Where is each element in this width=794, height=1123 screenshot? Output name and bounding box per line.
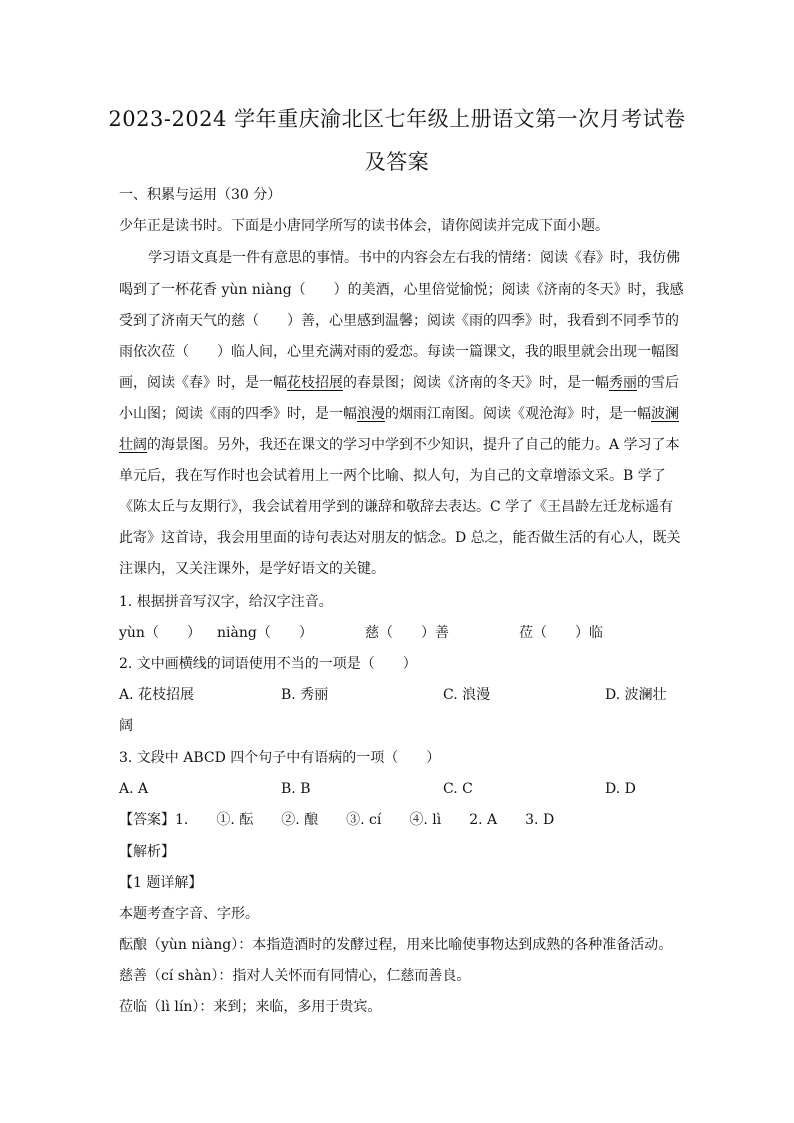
detail-line: 莅临（lì lín）：来到；来临，多用于贵宾。 [119, 999, 382, 1015]
passage-line [119, 404, 679, 424]
passage-line: 雨依次莅（ ）临人间，心里充满对雨的爱恋。每读一篇课文，我的眼里就会出现一幅图 [119, 344, 679, 360]
detail-line: 酝酿（yùn niàng）：本指造酒时的发酵过程，用来比喻使事物达到成熟的各种准备活动。 [119, 937, 673, 953]
underlined-word: 秀丽 [609, 375, 637, 391]
q1-blank-niang: niàng（ ） [217, 625, 313, 641]
q1-blank-yun: yùn（ ） [119, 625, 201, 641]
document-title-line1: 2023-2024 学年重庆渝北区七年级上册语文第一次月考试卷 [108, 107, 686, 131]
detail-line: 慈善（cí shàn）：指对人关怀而有同情心，仁慈而善良。 [119, 968, 471, 984]
passage-text: 的雪后 [637, 375, 679, 391]
section-heading: 一、积累与运用（30 分） [119, 187, 282, 203]
detail-line: 本题考查字音、字形。 [119, 906, 259, 922]
question-2-stem: 2. 文中画横线的词语使用不当的一项是（ ） [119, 656, 417, 672]
q3-option-a: A. A [119, 781, 149, 797]
underlined-word: 壮阔 [119, 437, 147, 453]
q2-option-d: D. 波澜壮 [605, 687, 667, 703]
question-1-stem: 1. 根据拼音写汉字，给汉字注音。 [119, 594, 333, 610]
document-title-line2: 及答案 [364, 150, 430, 174]
underlined-word: 花枝招展 [287, 375, 343, 391]
answer-line: 【答案】1. ①. 酝 ②. 酿 ③. cí ④. lì 2. A 3. D [119, 812, 555, 828]
passage-text: 的春景图；阅读《济南的冬天》时，是一幅 [343, 375, 609, 391]
detail-heading: 【1 题详解】 [119, 875, 203, 891]
passage-text: 小山图；阅读《雨的四季》时，是一幅 [119, 406, 357, 422]
q1-blank-li: 莅（ ）临 [519, 625, 603, 641]
q1-blank-ci: 慈（ ）善 [365, 625, 449, 641]
q2-option-c: C. 浪漫 [443, 687, 491, 703]
passage-line: 单元后，我在写作时也会试着用上一两个比喻、拟人句，为自己的文章增添文采。B 学了 [119, 468, 666, 484]
section-intro: 少年正是读书时。下面是小唐同学所写的读书体会，请你阅读并完成下面小题。 [119, 218, 609, 234]
q3-option-d: D. D [605, 781, 636, 797]
passage-line: 学习语文真是一件有意思的事情。书中的内容会左右我的情绪：阅读《春》时，我仿佛 [148, 250, 680, 266]
passage-line [119, 373, 679, 393]
passage-text: 画，阅读《春》时，是一幅 [119, 375, 287, 391]
q2-option-b: B. 秀丽 [281, 687, 329, 703]
passage-line: 受到了济南天气的慈（ ）善，心里感到温馨；阅读《雨的四季》时，我看到不同季节的 [119, 313, 679, 329]
passage-line: 喝到了一杯花香 yùn niàng（ ）的美酒，心里倍觉愉悦；阅读《济南的冬天》时，我感 [119, 282, 684, 298]
passage-line: 《陈太丘与友期行》，我会试着用学到的谦辞和敬辞去表达。C 学了《王昌龄左迁龙标遥有 [119, 499, 674, 515]
passage-line: 此寄》这首诗，我会用里面的诗句表达对朋友的惦念。D 总之，能否做生活的有心人，既关 [119, 530, 681, 546]
passage-text: 的海景图。另外，我还在课文的学习中学到不少知识，提升了自己的能力。A 学习了本 [147, 437, 680, 453]
question-3-stem: 3. 文段中 ABCD 四个句子中有语病的一项（ ） [119, 750, 441, 766]
q3-option-c: C. C [443, 781, 473, 797]
analysis-heading: 【解析】 [119, 844, 175, 860]
q2-option-d-wrap: 阔 [119, 718, 133, 734]
passage-line [119, 435, 679, 455]
passage-line: 注课内，又关注课外，是学好语文的关键。 [119, 561, 385, 577]
q3-option-b: B. B [281, 781, 311, 797]
underlined-word: 浪漫 [357, 406, 385, 422]
underlined-word: 波澜 [651, 406, 679, 422]
passage-text: 的烟雨江南图。阅读《观沧海》时，是一幅 [385, 406, 651, 422]
q2-option-a: A. 花枝招展 [119, 687, 195, 703]
